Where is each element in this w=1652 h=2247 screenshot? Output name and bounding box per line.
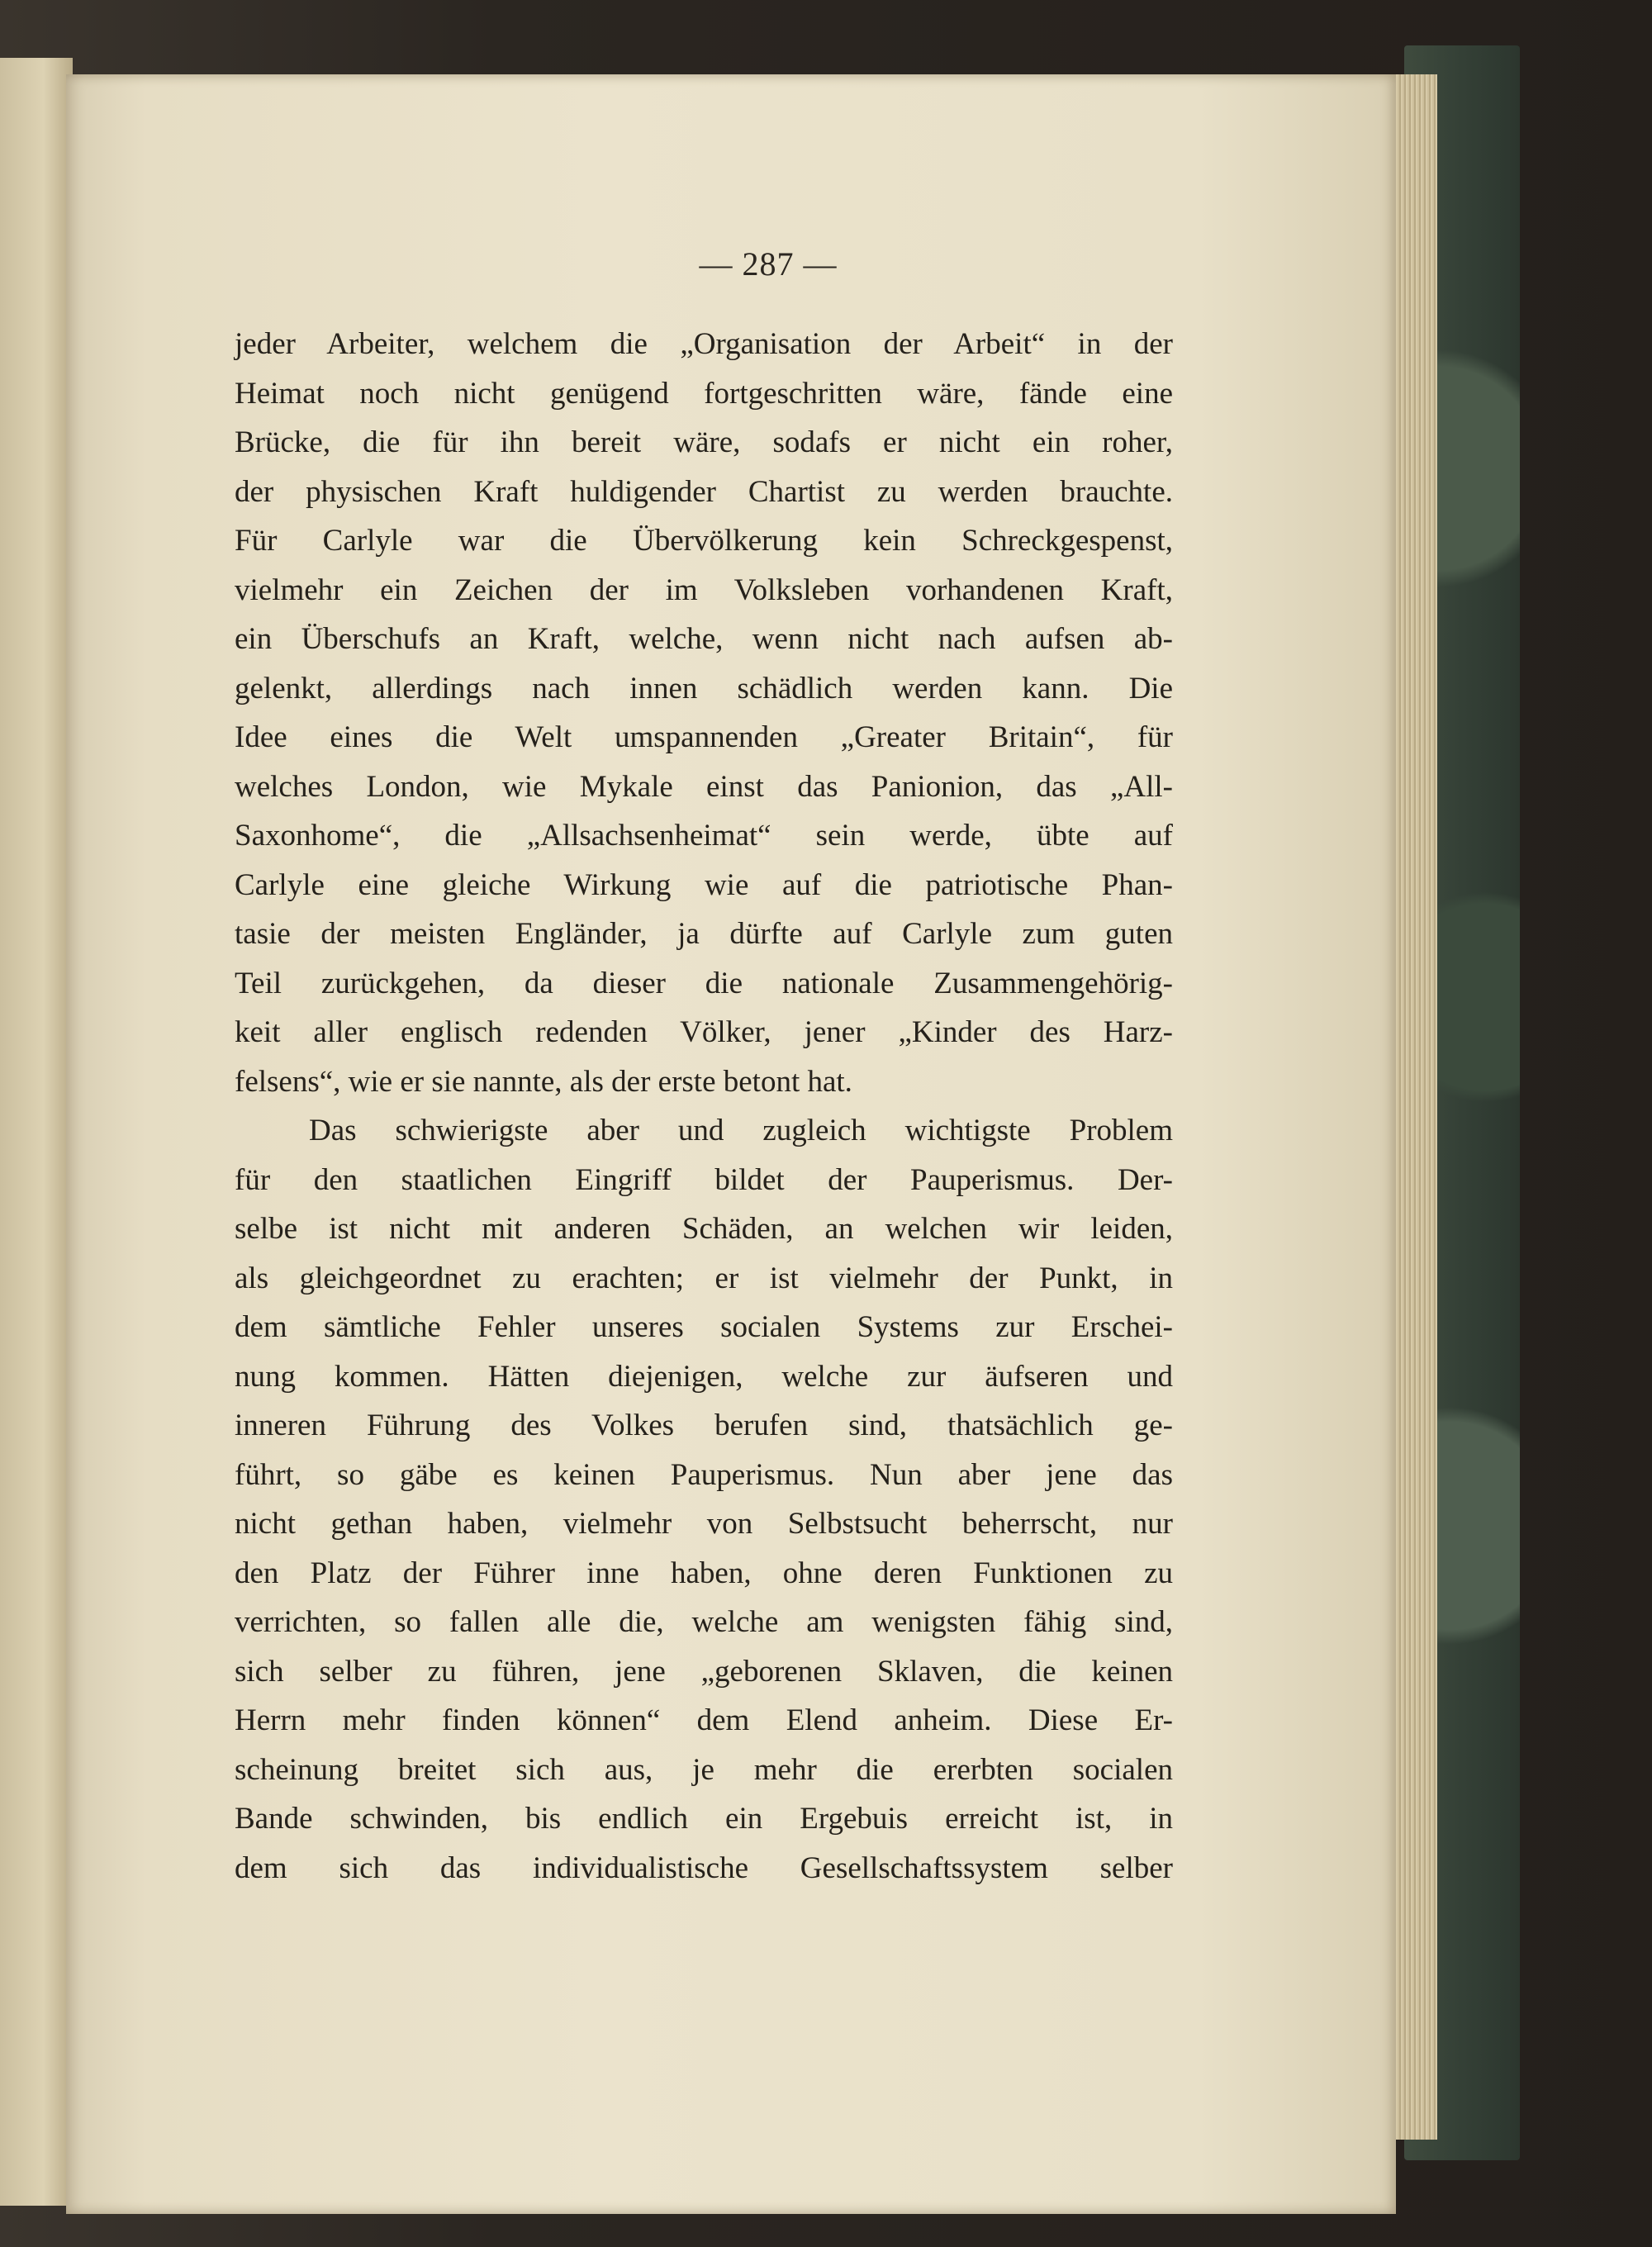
- text-line: für den staatlichen Eingriff bildet der Pauperismus. Der-: [235, 1163, 1173, 1197]
- text-line: dem sämtliche Fehler unseres socialen Systems zur Erschei-: [235, 1310, 1173, 1344]
- text-line: welches London, wie Mykale einst das Panionion, das „All-: [235, 770, 1173, 804]
- text-line: dem sich das individualistische Gesellschaftssystem selber: [235, 1851, 1173, 1885]
- text-line: vielmehr ein Zeichen der im Volksleben vorhandenen Kraft,: [235, 573, 1173, 607]
- text-line: jeder Arbeiter, welchem die „Organisation der Arbeit“ in der: [235, 327, 1173, 361]
- text-line: verrichten, so fallen alle die, welche am wenigsten fähig sind,: [235, 1605, 1173, 1639]
- text-line: Heimat noch nicht genügend fortgeschritten wäre, fände eine: [235, 377, 1173, 411]
- text-line: selbe ist nicht mit anderen Schäden, an welchen wir leiden,: [235, 1212, 1173, 1246]
- text-line: inneren Führung des Volkes berufen sind, thatsächlich ge-: [235, 1409, 1173, 1442]
- text-line: Bande schwinden, bis endlich ein Ergebuis erreicht ist, in: [235, 1802, 1173, 1836]
- text-line: tasie der meisten Engländer, ja dürfte auf Carlyle zum guten: [235, 917, 1173, 951]
- facing-page-edge: [0, 58, 73, 2206]
- text-line: Saxonhome“, die „Allsachsenheimat“ sein werde, übte auf: [235, 819, 1173, 853]
- text-line: gelenkt, allerdings nach innen schädlich werden kann. Die: [235, 672, 1173, 705]
- text-line: als gleichgeordnet zu erachten; er ist vielmehr der Punkt, in: [235, 1261, 1173, 1295]
- text-line: Teil zurückgehen, da dieser die nationale Zusammengehörig-: [235, 967, 1173, 1000]
- text-line: Für Carlyle war die Übervölkerung kein Schreckgespenst,: [235, 524, 1173, 558]
- text-line: Carlyle eine gleiche Wirkung wie auf die patriotische Phan-: [235, 868, 1173, 902]
- text-line: Herrn mehr finden können“ dem Elend anheim. Diese Er-: [235, 1703, 1173, 1737]
- text-line: der physischen Kraft huldigender Chartist zu werden brauchte.: [235, 475, 1173, 509]
- page-number: — 287 —: [699, 245, 838, 283]
- text-line: scheinung breitet sich aus, je mehr die ererbten socialen: [235, 1753, 1173, 1787]
- text-line: nung kommen. Hätten diejenigen, welche zur äufseren und: [235, 1360, 1173, 1394]
- text-line: ein Überschufs an Kraft, welche, wenn nicht nach aufsen ab-: [235, 622, 1173, 656]
- text-line: führt, so gäbe es keinen Pauperismus. Nun aber jene das: [235, 1458, 1173, 1492]
- text-line: sich selber zu führen, jene „geborenen Sklaven, die keinen: [235, 1655, 1173, 1689]
- text-line: Idee eines die Welt umspannenden „Greater Britain“, für: [235, 720, 1173, 754]
- text-line: Brücke, die für ihn bereit wäre, sodafs er nicht ein roher,: [235, 425, 1173, 459]
- text-line: felsens“, wie er sie nannte, als der erste betont hat.: [235, 1065, 852, 1099]
- text-line: Das schwierigste aber und zugleich wichtigste Problem: [309, 1114, 1173, 1147]
- text-line: keit aller englisch redenden Völker, jener „Kinder des Harz-: [235, 1015, 1173, 1049]
- text-line: nicht gethan haben, vielmehr von Selbstsucht beherrscht, nur: [235, 1507, 1173, 1541]
- text-line: den Platz der Führer inne haben, ohne deren Funktionen zu: [235, 1556, 1173, 1590]
